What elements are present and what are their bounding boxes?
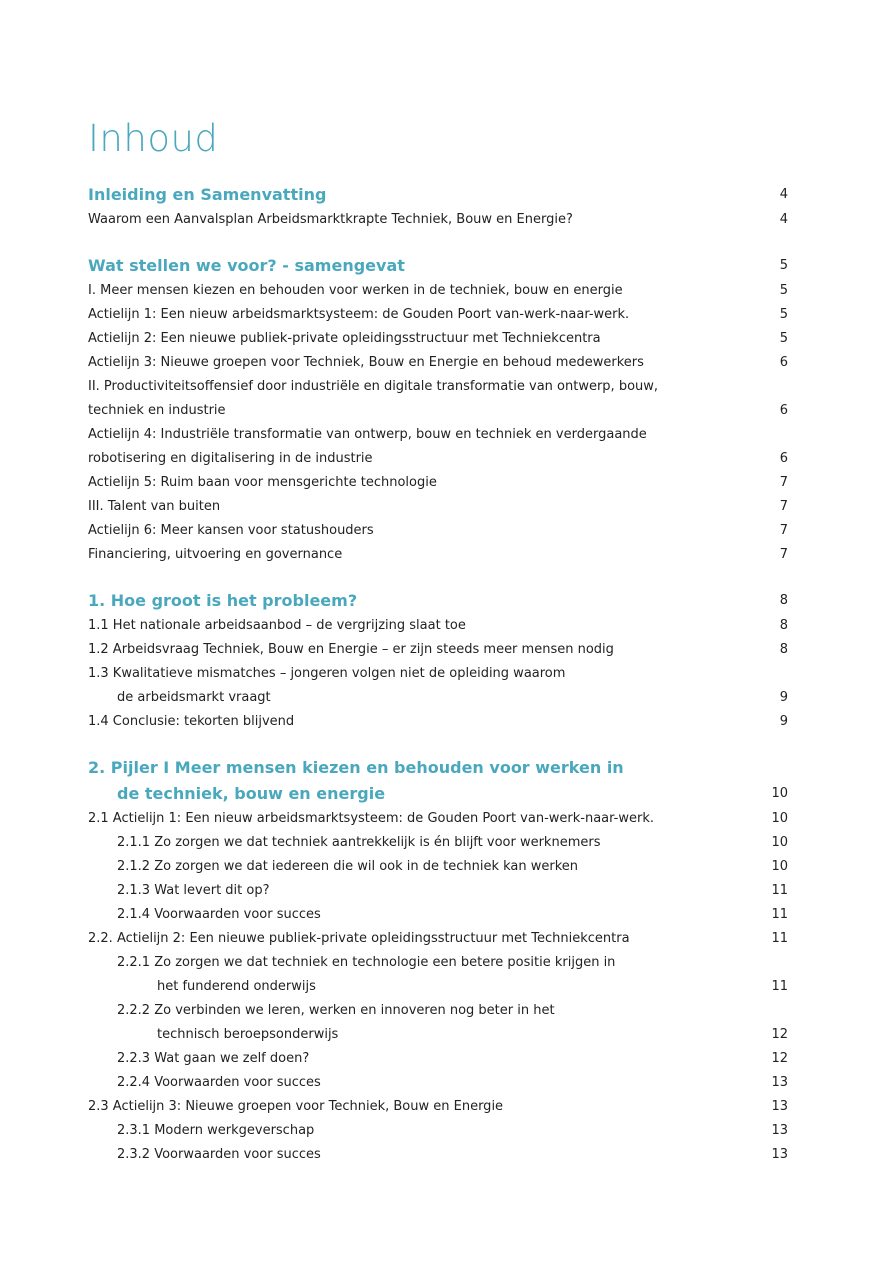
toc-entry[interactable] — [88, 1119, 788, 1143]
toc-page-number: 5 — [779, 283, 788, 298]
toc-page-number: 7 — [779, 547, 788, 562]
toc-entry[interactable] — [88, 686, 788, 710]
toc-entry[interactable] — [88, 975, 788, 999]
toc-entry[interactable] — [88, 471, 788, 495]
toc-entry[interactable] — [88, 399, 788, 423]
toc-page-number: 8 — [779, 593, 788, 608]
toc-entry-label: 1. Hoe groot is het probleem? — [88, 591, 358, 610]
toc-page-number: 13 — [771, 1075, 788, 1090]
toc-entry-label: 2.1.2 Zo zorgen we dat iedereen die wil ook in de techniek kan werken — [117, 859, 579, 874]
toc-entry-label: de techniek, bouw en energie — [117, 784, 386, 803]
page-title: Inhoud — [88, 117, 219, 160]
toc-page-number: 10 — [771, 835, 788, 850]
toc-entry[interactable] — [88, 375, 788, 399]
toc-entry-label: II. Productiviteitsoffensief door industriële en digitale transformatie van ontwerp, bouw, — [88, 379, 659, 394]
toc-entry[interactable] — [88, 927, 788, 951]
toc-entry[interactable] — [88, 1023, 788, 1047]
toc-entry-label: 2.3.1 Modern werkgeverschap — [117, 1123, 315, 1138]
toc-entry-label: 2.1.4 Voorwaarden voor succes — [117, 907, 321, 922]
toc-entry-label: robotisering en digitalisering in de industrie — [88, 451, 373, 466]
toc-page-number: 11 — [771, 979, 788, 994]
toc-spacer — [88, 734, 788, 755]
toc-entry[interactable] — [88, 279, 788, 303]
toc-page-number: 4 — [779, 187, 788, 202]
toc-entry-label: 2.1.3 Wat levert dit op? — [117, 883, 270, 898]
toc-page-number: 7 — [779, 499, 788, 514]
toc-entry-label: 1.1 Het nationale arbeidsaanbod – de vergrijzing slaat toe — [88, 618, 466, 633]
toc-entry[interactable] — [88, 519, 788, 543]
toc-entry-label: 2.2. Actielijn 2: Een nieuwe publiek-private opleidingsstructuur met Techniekcentra — [88, 931, 630, 946]
toc-entry[interactable] — [88, 831, 788, 855]
toc-entry[interactable] — [88, 710, 788, 734]
toc-entry-label: I. Meer mensen kiezen en behouden voor werken in de techniek, bouw en energie — [88, 283, 623, 298]
toc-entry-label: Wat stellen we voor? - samengevat — [88, 256, 405, 275]
toc-entry[interactable] — [88, 1095, 788, 1119]
toc-entry[interactable] — [88, 879, 788, 903]
toc-page-number: 5 — [779, 331, 788, 346]
toc-entry[interactable] — [88, 543, 788, 567]
toc-page-number: 13 — [771, 1147, 788, 1162]
toc-entry-label: techniek en industrie — [88, 403, 226, 418]
toc-entry[interactable] — [88, 807, 788, 831]
toc-entry-label: 2. Pijler I Meer mensen kiezen en behouden voor werken in — [88, 758, 624, 777]
toc-entry[interactable] — [88, 614, 788, 638]
toc-section-heading[interactable] — [88, 253, 788, 279]
toc-section-heading[interactable] — [88, 781, 788, 807]
toc-entry[interactable] — [88, 999, 788, 1023]
toc-entry-label: 2.3.2 Voorwaarden voor succes — [117, 1147, 321, 1162]
toc-entry[interactable] — [88, 855, 788, 879]
toc-page-number: 8 — [779, 642, 788, 657]
toc-entry-label: 2.3 Actielijn 3: Nieuwe groepen voor Techniek, Bouw en Energie — [88, 1099, 504, 1114]
toc-section-heading[interactable] — [88, 755, 788, 781]
toc-page-number: 13 — [771, 1123, 788, 1138]
toc-entry[interactable] — [88, 208, 788, 232]
table-of-contents — [88, 182, 788, 1167]
toc-entry-label: Financiering, uitvoering en governance — [88, 547, 343, 562]
toc-entry[interactable] — [88, 327, 788, 351]
toc-entry-label: 2.2.2 Zo verbinden we leren, werken en innoveren nog beter in het — [117, 1003, 555, 1018]
toc-page-number: 4 — [779, 212, 788, 227]
toc-entry-label: het funderend onderwijs — [157, 979, 316, 994]
toc-entry-label: 2.2.4 Voorwaarden voor succes — [117, 1075, 321, 1090]
toc-entry-label: 2.2.1 Zo zorgen we dat techniek en technologie een betere positie krijgen in — [117, 955, 616, 970]
toc-entry[interactable] — [88, 1143, 788, 1167]
toc-entry[interactable] — [88, 495, 788, 519]
toc-entry[interactable] — [88, 662, 788, 686]
toc-entry[interactable] — [88, 303, 788, 327]
toc-page-number: 10 — [771, 859, 788, 874]
toc-page-number: 11 — [771, 907, 788, 922]
toc-entry-label: Actielijn 1: Een nieuw arbeidsmarktsysteem: de Gouden Poort van-werk-naar-werk. — [88, 307, 630, 322]
toc-entry-label: 2.1 Actielijn 1: Een nieuw arbeidsmarktsysteem: de Gouden Poort van-werk-naar-werk. — [88, 811, 654, 826]
toc-page-number: 9 — [779, 714, 788, 729]
toc-entry-label: Actielijn 5: Ruim baan voor mensgerichte technologie — [88, 475, 437, 490]
toc-entry[interactable] — [88, 447, 788, 471]
toc-entry[interactable] — [88, 351, 788, 375]
toc-entry[interactable] — [88, 1047, 788, 1071]
toc-entry[interactable] — [88, 638, 788, 662]
toc-entry-label: 2.2.3 Wat gaan we zelf doen? — [117, 1051, 310, 1066]
toc-entry-label: 1.3 Kwalitatieve mismatches – jongeren volgen niet de opleiding waarom — [88, 666, 566, 681]
toc-entry-label: Waarom een Aanvalsplan Arbeidsmarktkrapte Techniek, Bouw en Energie? — [88, 212, 573, 227]
toc-entry-label: Actielijn 6: Meer kansen voor statushouders — [88, 523, 374, 538]
toc-page-number: 12 — [771, 1027, 788, 1042]
toc-entry[interactable] — [88, 423, 788, 447]
toc-page-number: 6 — [779, 403, 788, 418]
toc-entry[interactable] — [88, 951, 788, 975]
toc-entry-label: 1.2 Arbeidsvraag Techniek, Bouw en Energie – er zijn steeds meer mensen nodig — [88, 642, 614, 657]
toc-page-number: 13 — [771, 1099, 788, 1114]
toc-page-number: 7 — [779, 475, 788, 490]
toc-spacer — [88, 567, 788, 588]
toc-page-number: 5 — [779, 258, 788, 273]
toc-page-number: 5 — [779, 307, 788, 322]
toc-entry[interactable] — [88, 903, 788, 927]
toc-page-number: 6 — [779, 355, 788, 370]
toc-page-number: 7 — [779, 523, 788, 538]
toc-page-number: 9 — [779, 690, 788, 705]
toc-page-number: 12 — [771, 1051, 788, 1066]
toc-page-number: 11 — [771, 931, 788, 946]
toc-page-number: 6 — [779, 451, 788, 466]
toc-entry-label: Actielijn 2: Een nieuwe publiek-private opleidingsstructuur met Techniekcentra — [88, 331, 601, 346]
toc-entry-label: technisch beroepsonderwijs — [157, 1027, 339, 1042]
toc-entry-label: Actielijn 3: Nieuwe groepen voor Techniek, Bouw en Energie en behoud medewerkers — [88, 355, 644, 370]
toc-page-number: 8 — [779, 618, 788, 633]
toc-entry[interactable] — [88, 1071, 788, 1095]
toc-entry-label: Actielijn 4: Industriële transformatie van ontwerp, bouw en techniek en verdergaande — [88, 427, 647, 442]
toc-page-number: 11 — [771, 883, 788, 898]
toc-section-heading[interactable] — [88, 182, 788, 208]
toc-page-number: 10 — [771, 786, 788, 801]
toc-spacer — [88, 232, 788, 253]
toc-entry-label: de arbeidsmarkt vraagt — [117, 690, 271, 705]
toc-entry-label: III. Talent van buiten — [88, 499, 221, 514]
toc-entry-label: Inleiding en Samenvatting — [88, 185, 327, 204]
toc-entry-label: 2.1.1 Zo zorgen we dat techniek aantrekkelijk is én blijft voor werknemers — [117, 835, 601, 850]
toc-entry-label: 1.4 Conclusie: tekorten blijvend — [88, 714, 295, 729]
toc-section-heading[interactable] — [88, 588, 788, 614]
toc-page-number: 10 — [771, 811, 788, 826]
